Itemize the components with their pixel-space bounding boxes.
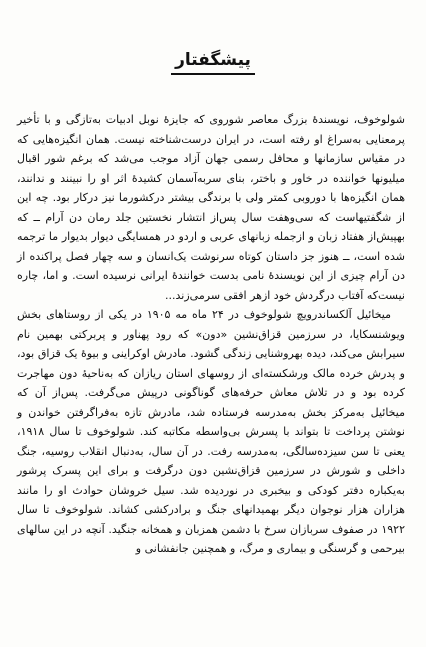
paragraph-2: میخائیل آلکساندرویچ شولوخوف در ۲۴ ماه مه ۱۹۰۵ در یکی از روستاهای بخش ویوشنسکایا، در سرزمین قزاق‌نشین «دون» که رود پهناور و پربرکتی بهمین نام سیرابش می‌کند، دیده بهروشنایی زندگی گشود. مادرش اوکراینی و بیوهٔ یک قزاق بود، و پدرش خرده مالک ورشکسته‌ای از روسهای استان ریازان که به‌ناحیهٔ دون مهاجرت کرده بود و در تلاش معاش حرفه‌های گوناگونی درپیش می‌گرفت. پس‌از آن که میخائیل به‌مرکز بخش به‌مدرسه فرستاده شد، مادرش تازه به‌فراگرفتن خواندن و نوشتن پرداخت تا بتواند با پسرش بی‌واسطه مکاتبه کند. شولوخوف تا سال ۱۹۱۸، یعنی تا سن سیزده‌سالگی، به‌مدرسه رفت. در آن سال، به‌دنبال انقلاب روسیه، جنگ داخلی و شورش در سرزمین قزاق‌نشین دون درگرفت و برای این پسرک پرشور به‌یکباره دفتر کودکی و بیخبری در نوردیده شد. سیل خروشان حوادث او را مانند هزاران هزار نوجوان دیگر بهمیدانهای جنگ و برادرکشی کشاند. شولوخوف تا سال ۱۹۲۲ در صفوف سربازان سرخ با دشمن همزبان و همخانه جنگید. آنچه در این سالهای بیرحمی و گرسنگی و بیماری و مرگ، و همچنین جانفشانی و (17, 308, 405, 555)
document-body (17, 110, 405, 559)
heading-wrapper (0, 50, 426, 75)
paragraph-1: شولوخوف، نویسندهٔ بزرگ معاصر شوروی که جایزهٔ نوبل ادبیات به‌تازگی و با تأخیر پرمعنایی به‌سراغ او رفته است، در ایران درست‌شناخته نیست. همان انگیزه‌هایی که در مقیاس سازمانها و محافل رسمی جهان آزاد موجب می‌شد که برغم شور اقبال میلیونها خواننده در خاور و باختر، بنای سربه‌آسمان کشیدهٔ اثر او را نبینند و ندانند، همان انگیزه‌ها با دوروبی کمتر ولی با برندگی بیشتر درکشورما نیز درکار بود. چه این از شگفتیهاست که سی‌وهفت سال پس‌از انتشار نخستین جلد رمان دن آرام ــ که بهپیش‌از هفتاد زبان و ازجمله زبانهای عربی و اردو در همسایگی دیوار بدیوار ما ترجمه شده است، ــ هنوز جز داستان کوتاه سرنوشت یک‌انسان و سه چهار فصل پراکنده از دن آرام چیزی از این نویسندهٔ نامی بدست خوانندهٔ ایرانی نرسیده است. و اما، چاره نیست‌که آفتاب درگردش خود ازهر افقی سرمی‌زند... (17, 113, 405, 302)
page-title: پیشگفتار (171, 50, 255, 75)
